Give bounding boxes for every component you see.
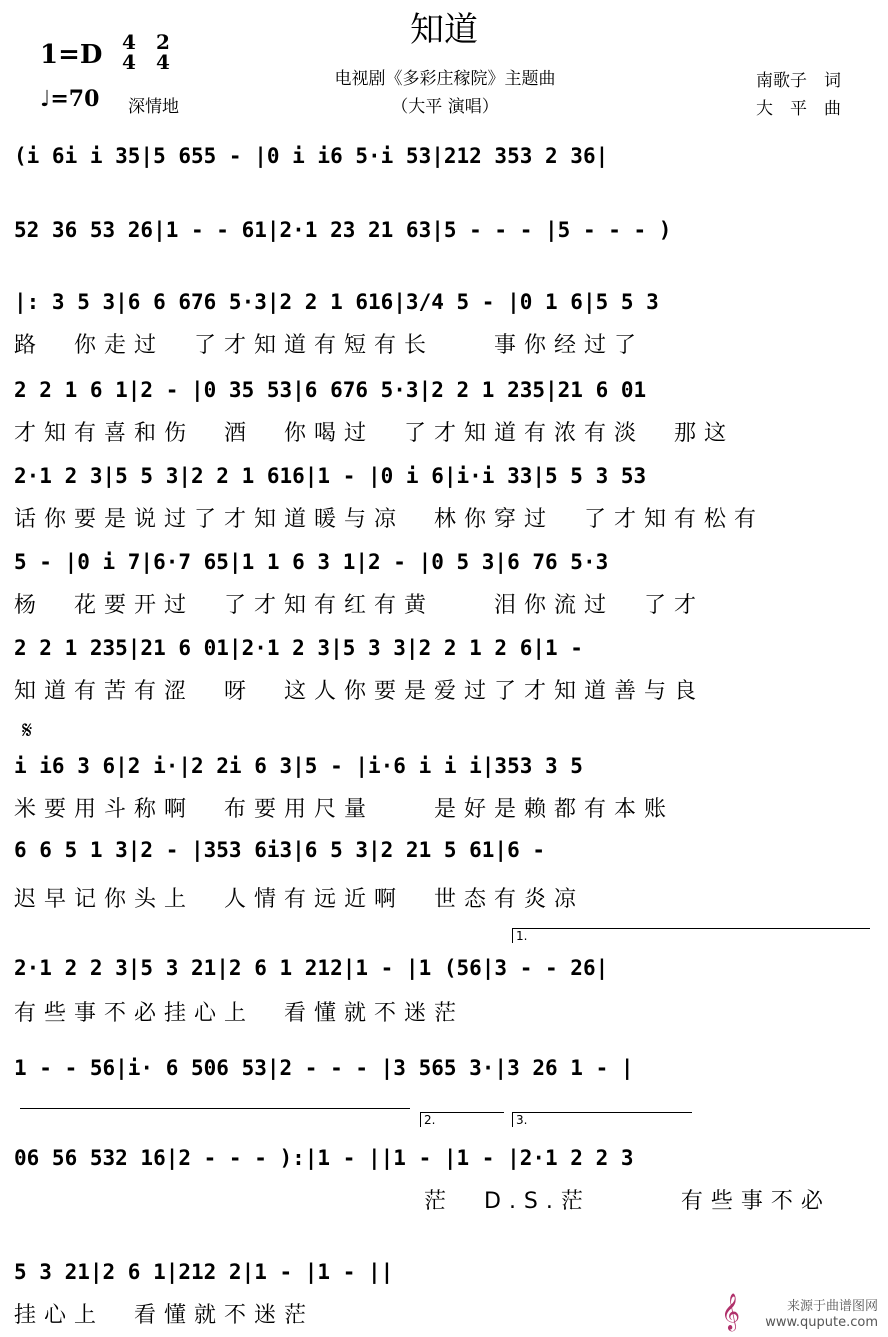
treble-clef-icon: 𝄞 (721, 1292, 740, 1330)
notation-row-6 (14, 538, 872, 618)
notation-row-8 (14, 742, 872, 822)
lyric-line: 知道有苦有涩 呀 这人你要是爱过了才知道善与良 (14, 679, 705, 704)
lyricist-credit: 南歌子 词 (756, 71, 841, 91)
song-title: 知道 (410, 10, 478, 50)
notation-row-3 (14, 278, 872, 358)
watermark-text: 来源于曲谱图网 (786, 1299, 878, 1314)
time-signature-1: 4 4 (122, 30, 136, 74)
notation-row-2 (14, 206, 872, 254)
volta-3-label: 3. (516, 1113, 528, 1127)
jianpu-notes: 06 56 532 16|2 - - - ):|1 - ||1 - |1 - |2·1 2 2 3 (14, 1146, 634, 1170)
lyric-line: 迟早记你头上 人情有远近啊 世态有炎凉 (14, 887, 585, 912)
notation-row-11 (14, 1044, 872, 1092)
jianpu-notes: (i 6i i 35|5 655 - |0 i i6 5·i 53|212 353 2 36| (14, 144, 609, 168)
notation-row-10 (14, 944, 872, 1026)
notation-row-1 (14, 132, 872, 180)
notation-row-12 (14, 1134, 872, 1214)
lyric-line: 有些事不必挂心上 看懂就不迷茫 (14, 1001, 465, 1026)
jianpu-notes: 5 3 21|2 6 1|212 2|1 - |1 - || (14, 1260, 394, 1284)
jianpu-notes: |: 3 5 3|6 6 676 5·3|2 2 1 616|3/4 5 - |0 1 6|5 5 3 (14, 290, 659, 314)
lyric-line: 话你要是说过了才知道暖与凉 林你穿过 了才知有松有 (14, 507, 765, 532)
lyric-line: 米要用斗称啊 布要用尺量 是好是赖都有本账 (14, 797, 675, 822)
notation-row-4 (14, 366, 872, 446)
volta-1-bracket (512, 928, 870, 943)
jianpu-notes: 5 - |0 i 7|6·7 65|1 1 6 3 1|2 - |0 5 3|6 76 5·3 (14, 550, 609, 574)
lyric-line: 挂心上 看懂就不迷茫 (14, 1303, 315, 1328)
lyric-line: 才知有喜和伤 酒 你喝过 了才知道有浓有淡 那这 (14, 421, 735, 446)
notation-row-7 (14, 624, 872, 704)
jianpu-notes: 2 2 1 6 1|2 - |0 35 53|6 676 5·3|2 2 1 235|21 6 01 (14, 378, 647, 402)
jianpu-notes: 2 2 1 235|21 6 01|2·1 2 3|5 3 3|2 2 1 2 6|1 - (14, 636, 596, 660)
lyric-line: 杨 花要开过 了才知有红有黄 泪你流过 了才 (14, 593, 705, 618)
lyric-line: 茫 D.S.茫 有些事不必 (424, 1189, 831, 1214)
tempo-marking: ♩=70 (40, 86, 100, 112)
notation-row-9 (14, 826, 872, 912)
watermark (765, 1299, 878, 1331)
segno-sign: 𝄋 (22, 716, 33, 744)
volta-3-bracket (512, 1112, 692, 1127)
jianpu-notes: 1 - - 56|i· 6 506 53|2 - - - |3 565 3·|3 26 1 - | (14, 1056, 634, 1080)
volta-2-bracket (420, 1112, 504, 1127)
expression-marking: 深情地 (128, 97, 179, 117)
volta-1-label: 1. (516, 929, 528, 943)
notation-row-5 (14, 452, 872, 532)
performer-credit: （大平 演唱） (391, 97, 499, 117)
composer-credit: 大 平 曲 (756, 99, 841, 119)
volta-2-label: 2. (424, 1113, 436, 1127)
key-signature: 1=D (40, 40, 103, 70)
volta-1-continuation (20, 1108, 410, 1109)
lyric-line: 路 你走过 了才知道有短有长 事你经过了 (14, 333, 645, 358)
jianpu-notes: i i6 3 6|2 i·|2 2i 6 3|5 - |i·6 i i i|353 3 5 (14, 754, 583, 778)
jianpu-notes: 2·1 2 2 3|5 3 21|2 6 1 212|1 - |1 (56|3 - - 26| (14, 956, 609, 980)
watermark-url: www.qupute.com (765, 1315, 878, 1330)
song-subtitle: 电视剧《多彩庄稼院》主题曲 (334, 69, 556, 89)
jianpu-notes: 52 36 53 26|1 - - 61|2·1 23 21 63|5 - - - |5 - - - ) (14, 218, 672, 242)
jianpu-notes: 2·1 2 3|5 5 3|2 2 1 616|1 - |0 i 6|i·i 33|5 5 3 53 (14, 464, 647, 488)
time-signature-2: 2 4 (156, 30, 170, 74)
jianpu-notes: 6 6 5 1 3|2 - |353 6i3|6 5 3|2 21 5 61|6 - (14, 838, 558, 862)
